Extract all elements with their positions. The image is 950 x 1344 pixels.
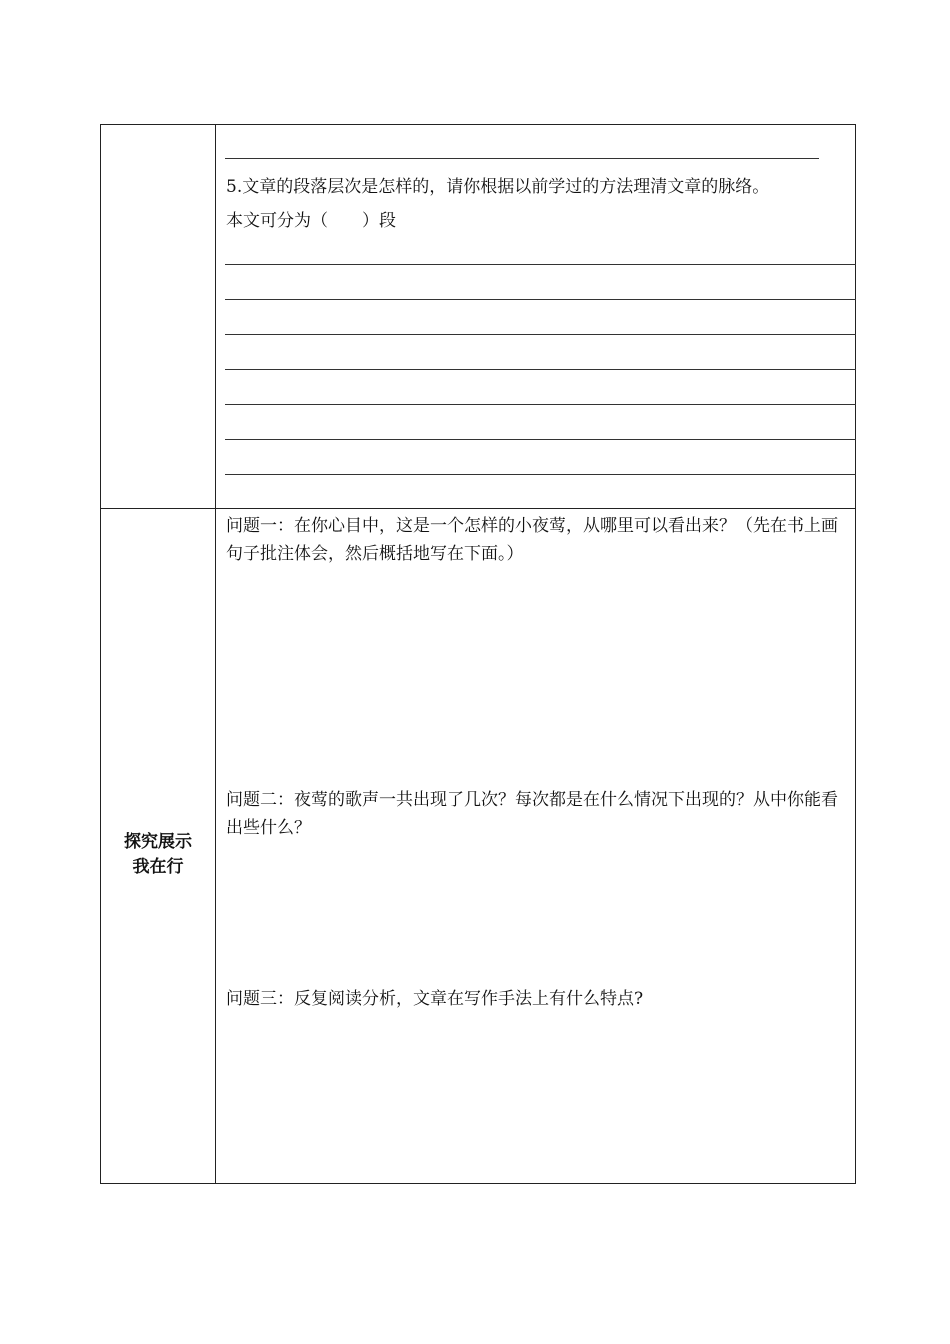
worksheet-table <box>100 124 856 1184</box>
answer-line <box>225 474 856 475</box>
answer-line-top <box>225 158 819 159</box>
answer-line <box>225 264 856 265</box>
question-5-text: 5.文章的段落层次是怎样的，请你根据以前学过的方法理清文章的脉络。 <box>226 177 770 197</box>
answer-line <box>225 299 856 300</box>
section-label-line1: 探究展示 <box>124 832 192 852</box>
row-divider <box>100 508 856 509</box>
answer-line <box>225 369 856 370</box>
column-divider <box>215 124 216 1184</box>
answer-line <box>225 334 856 335</box>
section-label <box>101 830 215 880</box>
question-1: 问题一：在你心目中，这是一个怎样的小夜莺，从哪里可以看出来？（先在书上画句子批注体会，然后概括地写在下面。） <box>226 516 838 564</box>
question-3: 问题三：反复阅读分析，文章在写作手法上有什么特点? <box>226 989 644 1009</box>
answer-line <box>225 439 856 440</box>
question-2: 问题二：夜莺的歌声一共出现了几次？每次都是在什么情况下出现的？从中你能看出些什么？ <box>226 790 838 838</box>
section-label-line2: 我在行 <box>132 857 184 877</box>
question-5-fill-blank: 本文可分为（ ）段 <box>226 211 396 231</box>
answer-line <box>225 404 856 405</box>
